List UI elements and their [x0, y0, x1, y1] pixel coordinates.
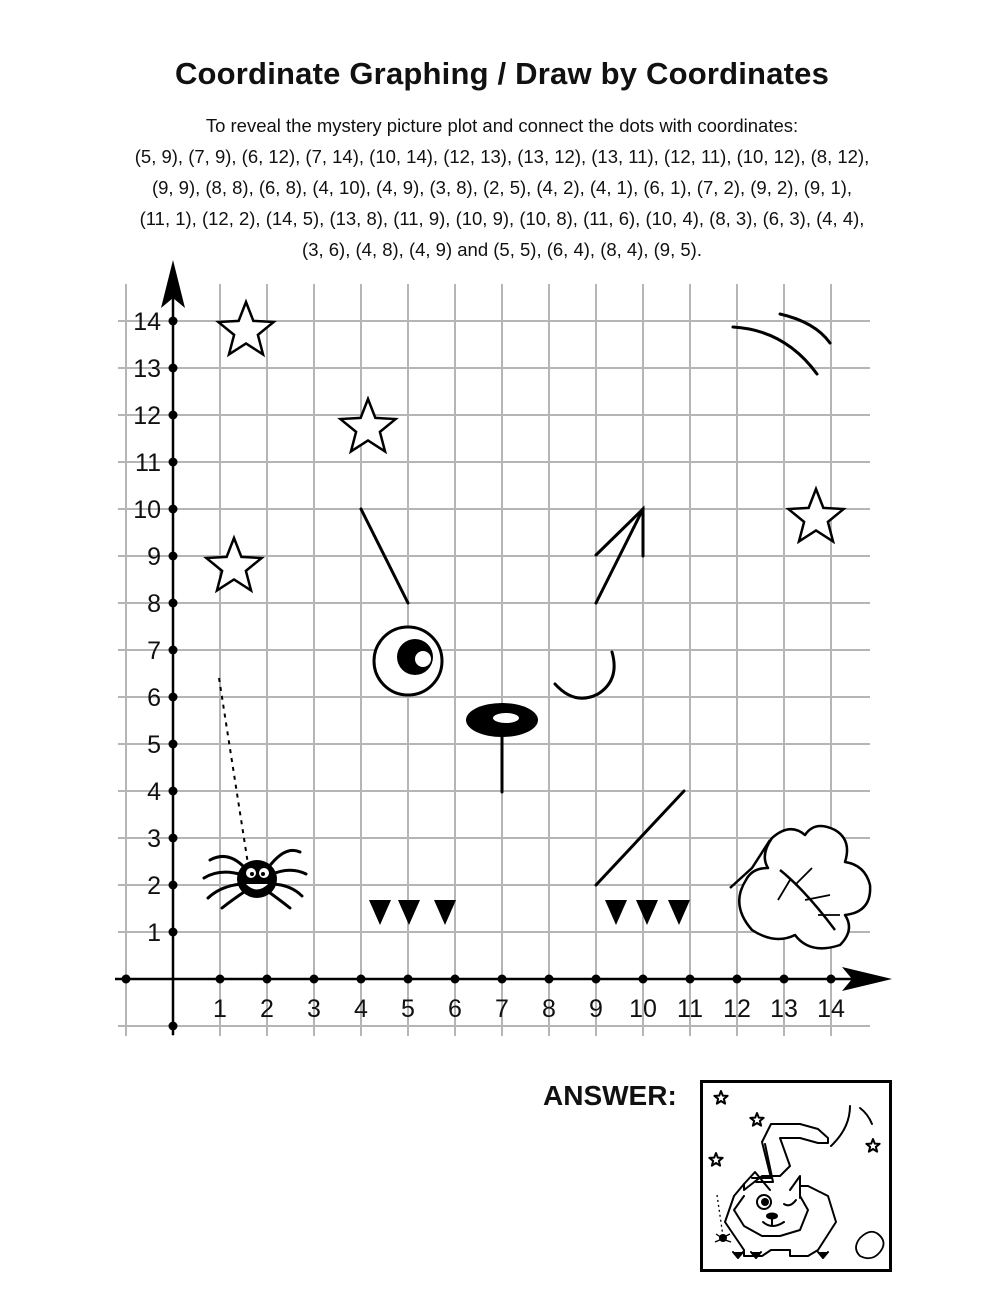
y-tick-label: 8 [147, 590, 161, 618]
y-tick-dot [169, 552, 178, 561]
y-tick-labels [133, 308, 161, 947]
y-tick-dot [169, 317, 178, 326]
winking-eye-icon [555, 652, 614, 698]
claw-marks [369, 900, 690, 925]
instruction-text: To reveal the mystery picture plot and connect the dots with coordinates: [205, 115, 799, 136]
y-tick-dot [169, 458, 178, 467]
y-tick-label: 14 [133, 308, 161, 336]
x-tick-dot [404, 975, 413, 984]
y-tick-dot [169, 881, 178, 890]
y-tick-label: 13 [133, 355, 161, 383]
x-tick-dot [357, 975, 366, 984]
y-tick-label: 3 [147, 825, 161, 853]
x-tick-dot [780, 975, 789, 984]
nose-icon [466, 703, 538, 737]
right-ear-line [596, 509, 643, 556]
y-tick-label: 5 [147, 731, 161, 759]
x-tick-label: 7 [495, 995, 509, 1023]
coordinate-list-line-1: (5, 9), (7, 9), (6, 12), (7, 14), (10, 14), (12, 13), (13, 12), (13, 11), (12, 11), (10, 12), (8, 12), [134, 146, 870, 167]
y-tick-dot [169, 787, 178, 796]
y-tick-label: 11 [135, 449, 161, 477]
x-tick-dot [310, 975, 319, 984]
x-tick-label: 1 [213, 995, 227, 1023]
x-tick-dot [733, 975, 742, 984]
y-tick-label: 1 [147, 919, 161, 947]
coordinate-list-line-4: (3, 6), (4, 8), (4, 9) and (5, 5), (6, 4), (8, 4), (9, 5). [302, 239, 702, 260]
y-tick-dot [169, 505, 178, 514]
y-tick-dot [169, 411, 178, 420]
x-tick-dot [498, 975, 507, 984]
y-tick-dot [169, 646, 178, 655]
y-tick-dot [169, 928, 178, 937]
leaf-icon [730, 826, 870, 948]
x-tick-label: 8 [542, 995, 556, 1023]
y-tick-dot [169, 1022, 178, 1031]
x-tick-dot [592, 975, 601, 984]
coordinate-list-line-2: (9, 9), (8, 8), (6, 8), (4, 10), (4, 9), (3, 8), (2, 5), (4, 2), (4, 1), (6, 1), (7, 2), (9, 2), (9, 1), [151, 177, 853, 198]
y-tick-label: 10 [133, 496, 161, 524]
x-tick-label: 12 [723, 995, 751, 1023]
x-tick-label: 4 [354, 995, 368, 1023]
tail-arc-outer [780, 314, 830, 343]
tail-arc [733, 327, 817, 374]
x-tick-label: 14 [817, 995, 845, 1023]
x-tick-dot [216, 975, 225, 984]
star-icon [218, 302, 273, 354]
x-tick-dot [639, 975, 648, 984]
y-tick-label: 7 [147, 637, 161, 665]
x-tick-label: 13 [770, 995, 798, 1023]
y-tick-label: 2 [147, 872, 161, 900]
star-icon [788, 489, 843, 541]
axis-tick-dots [122, 317, 836, 1031]
x-tick-label: 9 [589, 995, 603, 1023]
y-tick-label: 4 [147, 778, 161, 806]
y-tick-dot [169, 364, 178, 373]
x-tick-dot [686, 975, 695, 984]
x-tick-labels [213, 995, 845, 1023]
answer-thumbnail [700, 1080, 892, 1272]
x-tick-label: 3 [307, 995, 321, 1023]
x-tick-dot [545, 975, 554, 984]
x-tick-label: 2 [260, 995, 274, 1023]
answer-label: ANSWER: [543, 1080, 677, 1111]
y-tick-dot [169, 740, 178, 749]
x-tick-label: 6 [448, 995, 462, 1023]
star-icon [340, 399, 395, 451]
x-tick-dot [263, 975, 272, 984]
y-tick-label: 6 [147, 684, 161, 712]
y-tick-label: 12 [133, 402, 161, 430]
x-tick-label: 5 [401, 995, 415, 1023]
star-icon [206, 538, 261, 590]
x-tick-label: 10 [629, 995, 657, 1023]
y-tick-dot [169, 599, 178, 608]
y-tick-label: 9 [147, 543, 161, 571]
page-title: Coordinate Graphing / Draw by Coordinates [174, 56, 830, 91]
x-tick-dot [827, 975, 836, 984]
eye-icon [374, 627, 442, 695]
y-tick-dot [169, 834, 178, 843]
x-tick-dot [122, 975, 131, 984]
coordinate-list-line-3: (11, 1), (12, 2), (14, 5), (13, 8), (11, 9), (10, 9), (10, 8), (11, 6), (10, 4), (8, 3), (6, 3), (4, 4), [139, 208, 865, 229]
x-tick-label: 11 [677, 995, 703, 1023]
x-tick-dot [451, 975, 460, 984]
y-tick-dot [169, 693, 178, 702]
